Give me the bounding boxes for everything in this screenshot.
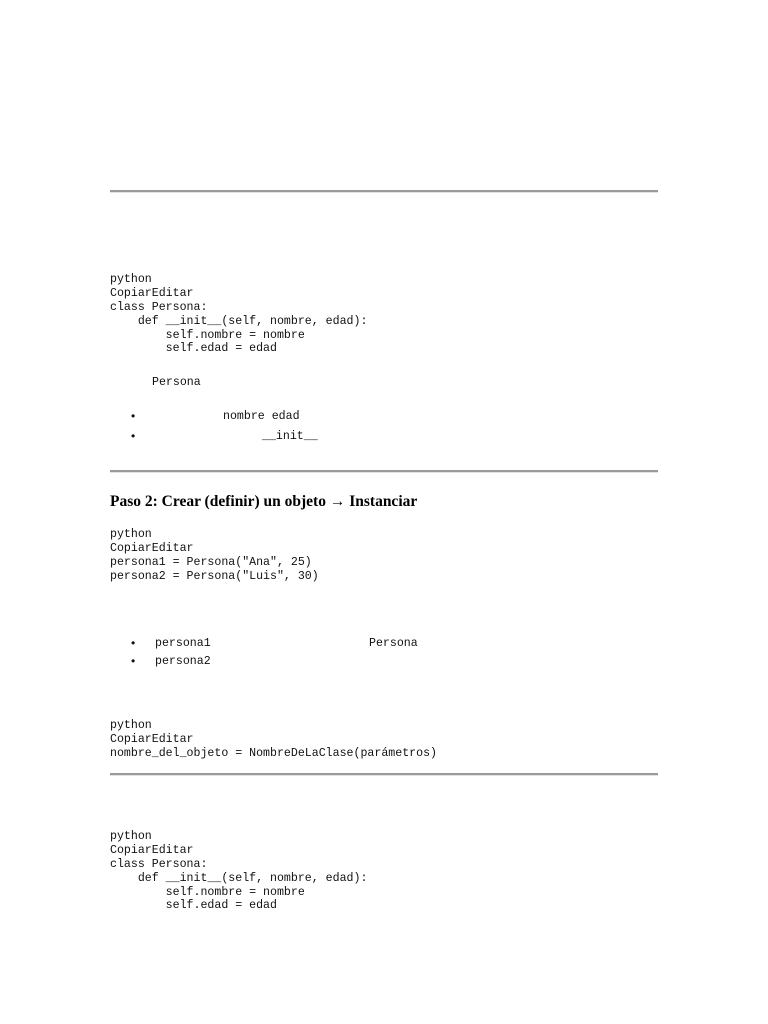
bullet-marker: • [131, 409, 136, 423]
code-line: self.edad = edad [110, 899, 277, 913]
code-block-instantiation [110, 528, 319, 584]
inline-code-persona: Persona [152, 376, 201, 389]
code-line: def __init__(self, nombre, edad): [110, 871, 368, 885]
bullet-text-persona1: persona1 [155, 637, 211, 650]
code-line: nombre_del_objeto = NombreDeLaClase(parámetros) [110, 746, 437, 760]
bullet-marker: • [131, 429, 136, 443]
section-heading-paso-2: Paso 2: Crear (definir) un objeto → Instanciar [110, 493, 418, 510]
code-line: self.nombre = nombre [110, 328, 305, 342]
code-line: self.nombre = nombre [110, 885, 305, 899]
code-block-syntax [110, 719, 437, 761]
horizontal-rule-3 [110, 773, 658, 776]
code-line: self.edad = edad [110, 342, 277, 356]
code-block-class-definition-repeat [110, 830, 367, 913]
bullet-marker: • [131, 636, 136, 650]
code-line: def __init__(self, nombre, edad): [110, 314, 368, 328]
code-language-label: python [110, 830, 152, 843]
copy-edit-label: CopiarEditar [110, 286, 194, 300]
code-line: class Persona: [110, 300, 208, 314]
horizontal-rule-1 [110, 190, 658, 193]
code-line: persona2 = Persona("Luis", 30) [110, 569, 319, 583]
bullet-text-attributes: nombre edad [223, 410, 300, 423]
copy-edit-label: CopiarEditar [110, 732, 194, 746]
bullet-text-init: __init__ [262, 430, 318, 443]
code-line: class Persona: [110, 857, 208, 871]
code-language-label: python [110, 273, 152, 286]
bullet-text-persona2: persona2 [155, 655, 211, 668]
code-language-label: python [110, 528, 152, 541]
code-language-label: python [110, 719, 152, 732]
horizontal-rule-2 [110, 470, 658, 473]
code-line: persona1 = Persona("Ana", 25) [110, 555, 312, 569]
copy-edit-label: CopiarEditar [110, 843, 194, 857]
code-block-class-definition [110, 273, 367, 356]
bullet-text-persona-class: Persona [369, 637, 418, 650]
copy-edit-label: CopiarEditar [110, 541, 194, 555]
bullet-marker: • [131, 654, 136, 668]
